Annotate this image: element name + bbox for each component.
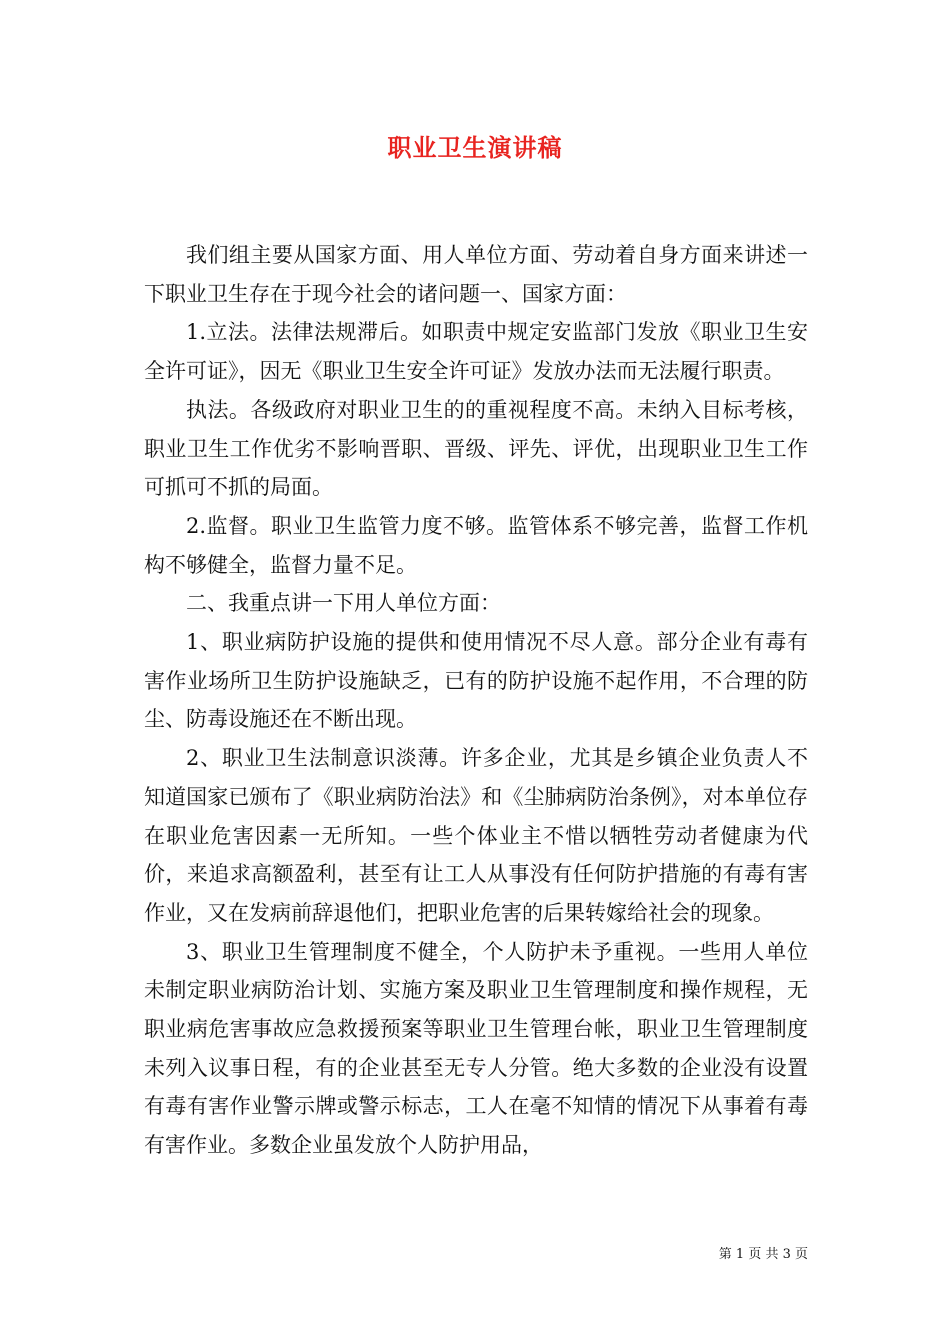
paragraph-enforcement: 执法。各级政府对职业卫生的的重视程度不高。未纳入目标考核，职业卫生工作优劣不影响晋职、晋级、评先、评优，出现职业卫生工作可抓可不抓的局面。 (144, 397, 808, 500)
paragraph-intro: 我们组主要从国家方面、用人单位方面、劳动着自身方面来讲述一下职业卫生存在于现今社会的诸问题一、国家方面： (144, 243, 808, 306)
paragraph-legislation: 1.立法。法律法规滞后。如职责中规定安监部门发放《职业卫生安全许可证》，因无《职业卫生安全许可证》发放办法而无法履行职责。 (144, 320, 808, 384)
paragraph-legal-awareness: 2、职业卫生法制意识淡薄。许多企业，尤其是乡镇企业负责人不知道国家已颁布了《职业病防治法》和《尘肺病防治条例》，对本单位存在职业危害因素一无所知。一些个体业主不惜以牺牲劳动者健康为代价，来追求高额盈利，甚至有让工人从事没有任何防护措施的有毒有害作业，又在发病前辞退他们，把职业危害的后果转嫁给社会的现象。 (144, 746, 808, 925)
paragraph-section-two-heading: 二、我重点讲一下用人单位方面： (186, 591, 501, 616)
paragraph-supervision: 2.监督。职业卫生监管力度不够。监管体系不够完善，监督工作机构不够健全，监督力量不足。 (144, 513, 808, 577)
document-body (144, 236, 808, 1165)
paragraph-management-system: 3、职业卫生管理制度不健全，个人防护未予重视。一些用人单位未制定职业病防治计划、实施方案及职业卫生管理制度和操作规程，无职业病危害事故应急救援预案等职业卫生管理台帐，职业卫生管理制度未列入议事日程，有的企业甚至无专人分管。绝大多数的企业没有设置有毒有害作业警示牌或警示标志，工人在毫不知情的情况下从事着有毒有害作业。多数企业虽发放个人防护用品， (144, 939, 808, 1158)
document-title: 职业卫生演讲稿 (387, 133, 563, 162)
page-number-footer: 第 1 页 共 3 页 (718, 1247, 808, 1262)
paragraph-protection-facilities: 1、职业病防护设施的提供和使用情况不尽人意。部分企业有毒有害作业场所卫生防护设施缺乏，已有的防护设施不起作用，不合理的防尘、防毒设施还在不断出现。 (144, 630, 808, 732)
